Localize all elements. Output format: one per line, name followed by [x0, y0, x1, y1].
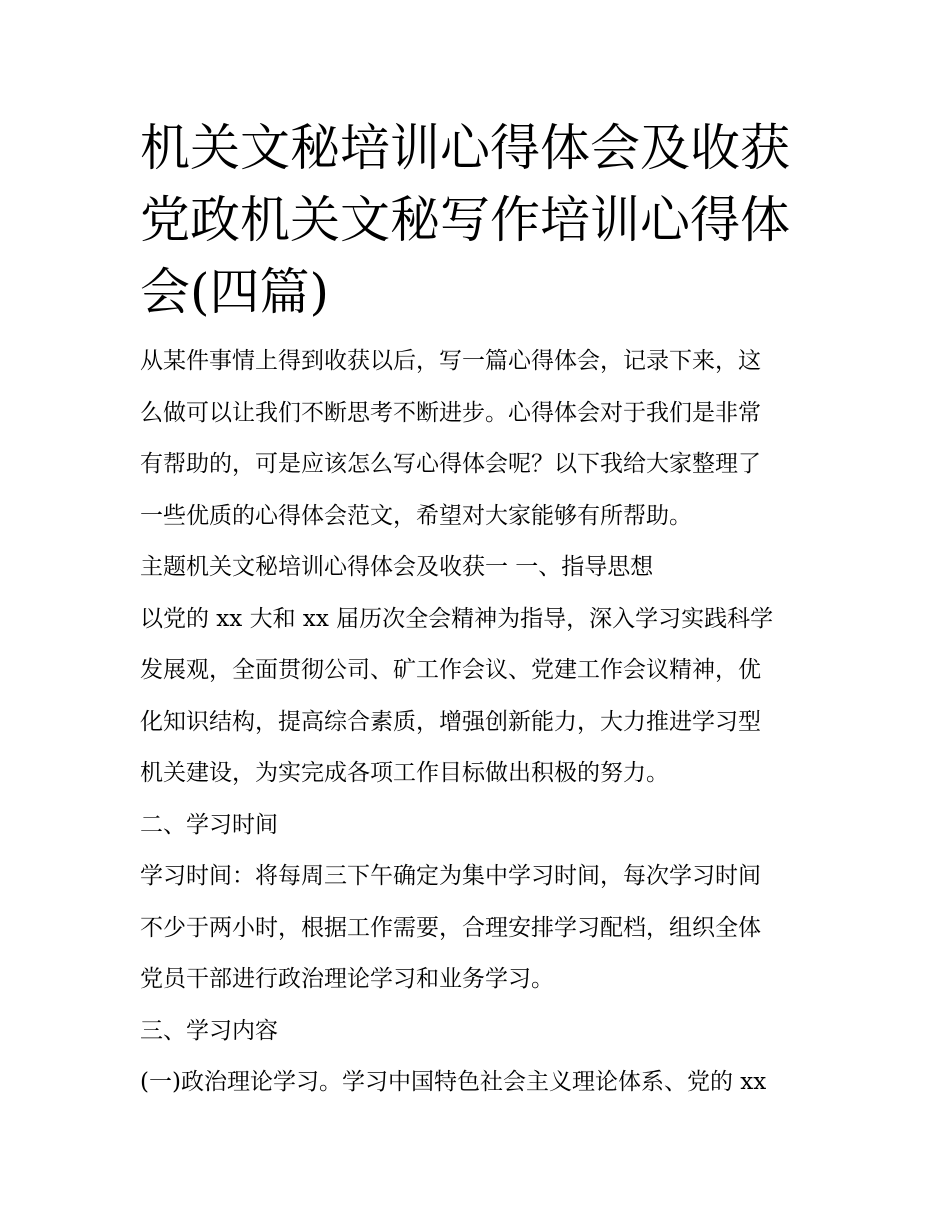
document-title [140, 112, 820, 328]
body-line: 不少于两小时，根据工作需要，合理安排学习配档，组织全体 [140, 914, 761, 941]
body-line: 有帮助的，可是应该怎么写心得体会呢？以下我给大家整理了 [140, 451, 761, 477]
section-heading: 三、学习内容 [140, 1017, 278, 1044]
body-line: (一)政治理论学习。学习中国特色社会主义理论体系、党的 xx [140, 1069, 767, 1095]
body-line: 从某件事情上得到收获以后，写一篇心得体会，记录下来，这 [140, 348, 761, 374]
body-line: 发展观，全面贯彻公司、矿工作会议、党建工作会议精神，优 [140, 657, 761, 683]
section-heading: 二、学习时间 [140, 811, 278, 838]
title-line: 党政机关文秘写作培训心得体 [140, 191, 790, 249]
section-heading: 主题机关文秘培训心得体会及收获一 一、指导思想 [140, 554, 654, 580]
body-line: 机关建设，为实完成各项工作目标做出积极的努力。 [140, 760, 669, 786]
document-page [140, 112, 820, 1109]
body-line: 党员干部进行政治理论学习和业务学习。 [140, 966, 554, 992]
body-line: 以党的 xx 大和 xx 届历次全会精神为指导，深入学习实践科学 [140, 605, 774, 632]
body-line: 一些优质的心得体会范文，希望对大家能够有所帮助。 [140, 502, 692, 529]
body-line: 么做可以让我们不断思考不断进步。心得体会对于我们是非常 [140, 399, 761, 426]
body-line: 化知识结构，提高综合素质，增强创新能力，大力推进学习型 [140, 708, 761, 735]
document-body [140, 336, 820, 1109]
title-line: 会(四篇) [140, 263, 330, 321]
title-line: 机关文秘培训心得体会及收获 [140, 119, 790, 177]
body-line: 学习时间：将每周三下午确定为集中学习时间，每次学习时间 [140, 863, 761, 889]
